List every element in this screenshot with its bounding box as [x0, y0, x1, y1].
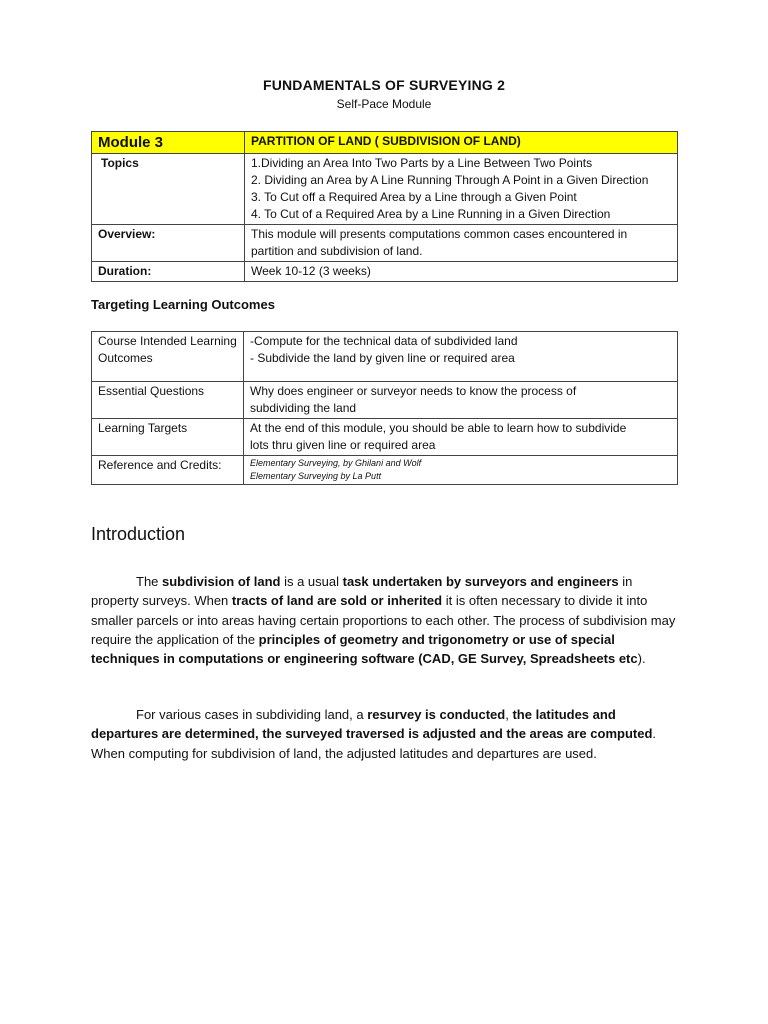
table-row: [92, 456, 678, 485]
text-run: . When computing for subdivision of land, the adjusted latitudes and departures are used.: [91, 726, 657, 761]
topics-list: [245, 154, 678, 225]
label-line: Reference and Credits:: [98, 458, 222, 472]
text-run: in property surveys. When: [91, 574, 633, 609]
overview-line: partition and subdivision of land.: [251, 244, 423, 258]
topic-item: 4. To Cut of a Required Area by a Line Running in a Given Direction: [251, 207, 611, 221]
row-label: [92, 419, 244, 456]
reference-item: Elementary Surveying by La Putt: [250, 471, 382, 481]
module-label: Module 3: [92, 132, 245, 154]
introduction-paragraph: [91, 572, 683, 668]
overview-text: [245, 225, 678, 262]
bold-run: principles of geometry and trigonometry or use of special techniques in computations or engineering software (CAD, GE Survey, Spreadsheets etc: [91, 631, 638, 667]
overview-label: Overview:: [92, 225, 245, 262]
bold-run: tracts of land are sold or inherited: [231, 593, 443, 609]
row-value: [244, 382, 678, 419]
bold-run: the latitudes and departures are determined, the surveyed traversed is adjusted and the areas are computed: [91, 707, 653, 742]
text-run: ).: [637, 651, 646, 667]
value-line: subdividing the land: [250, 401, 357, 415]
row-value: [244, 332, 678, 382]
overview-line: This module will presents computations common cases encountered in: [251, 227, 628, 241]
document-subtitle: Self-Pace Module: [336, 97, 432, 111]
value-line: At the end of this module, you should be able to learn how to subdivide: [250, 421, 627, 435]
label-line: Essential Questions: [98, 384, 205, 398]
learning-outcomes-table: [91, 331, 678, 485]
document-title: FUNDAMENTALS OF SURVEYING 2: [262, 77, 506, 93]
bold-run: resurvey is conducted: [367, 707, 506, 722]
overview-row: [92, 225, 678, 262]
row-label: [92, 456, 244, 485]
introduction-heading: Introduction: [91, 524, 186, 544]
text-run: it is often necessary to divide it into smaller parcels or into areas having certain proportions to each other. The process of subdivision may require the application of the: [91, 593, 676, 647]
topics-label: Topics: [92, 154, 245, 225]
label-line: Learning Targets: [98, 421, 188, 435]
topic-item: 1.Dividing an Area Into Two Parts by a Line Between Two Points: [251, 156, 593, 170]
topics-row: [92, 154, 678, 225]
value-line: Why does engineer or surveyor needs to know the process of: [250, 384, 577, 398]
text-run: The: [136, 574, 163, 589]
row-label: [92, 382, 244, 419]
label-line: Course Intended Learning: [98, 334, 237, 348]
duration-label: Duration:: [92, 262, 245, 282]
value-line: - Subdivide the land by given line or required area: [250, 351, 515, 365]
table-row: [92, 419, 678, 456]
row-value: [244, 456, 678, 485]
text-run: ,: [505, 707, 513, 722]
text-run: For various cases in subdividing land, a: [136, 707, 368, 722]
module-info-table: [91, 131, 678, 282]
module-header-row: [92, 132, 678, 154]
duration-value: Week 10-12 (3 weeks): [245, 262, 678, 282]
value-line: -Compute for the technical data of subdivided land: [250, 334, 518, 348]
label-line: Outcomes: [98, 351, 153, 365]
row-value: [244, 419, 678, 456]
bold-run: subdivision of land: [162, 574, 281, 589]
duration-row: [92, 262, 678, 282]
row-label: [92, 332, 244, 382]
table-row: [92, 382, 678, 419]
reference-item: Elementary Surveying, by Ghilani and Wolf: [250, 458, 422, 468]
text-run: is a usual: [280, 574, 343, 589]
topic-item: 3. To Cut off a Required Area by a Line through a Given Point: [251, 190, 577, 204]
value-line: lots thru given line or required area: [250, 438, 436, 452]
introduction-paragraph: [91, 705, 683, 763]
outcomes-heading: Targeting Learning Outcomes: [91, 297, 275, 312]
topic-item: 2. Dividing an Area by A Line Running Through A Point in a Given Direction: [251, 173, 649, 187]
module-title: PARTITION OF LAND ( SUBDIVISION OF LAND): [245, 132, 678, 154]
bold-run: task undertaken by surveyors and engineers: [342, 574, 619, 589]
table-row: [92, 332, 678, 382]
